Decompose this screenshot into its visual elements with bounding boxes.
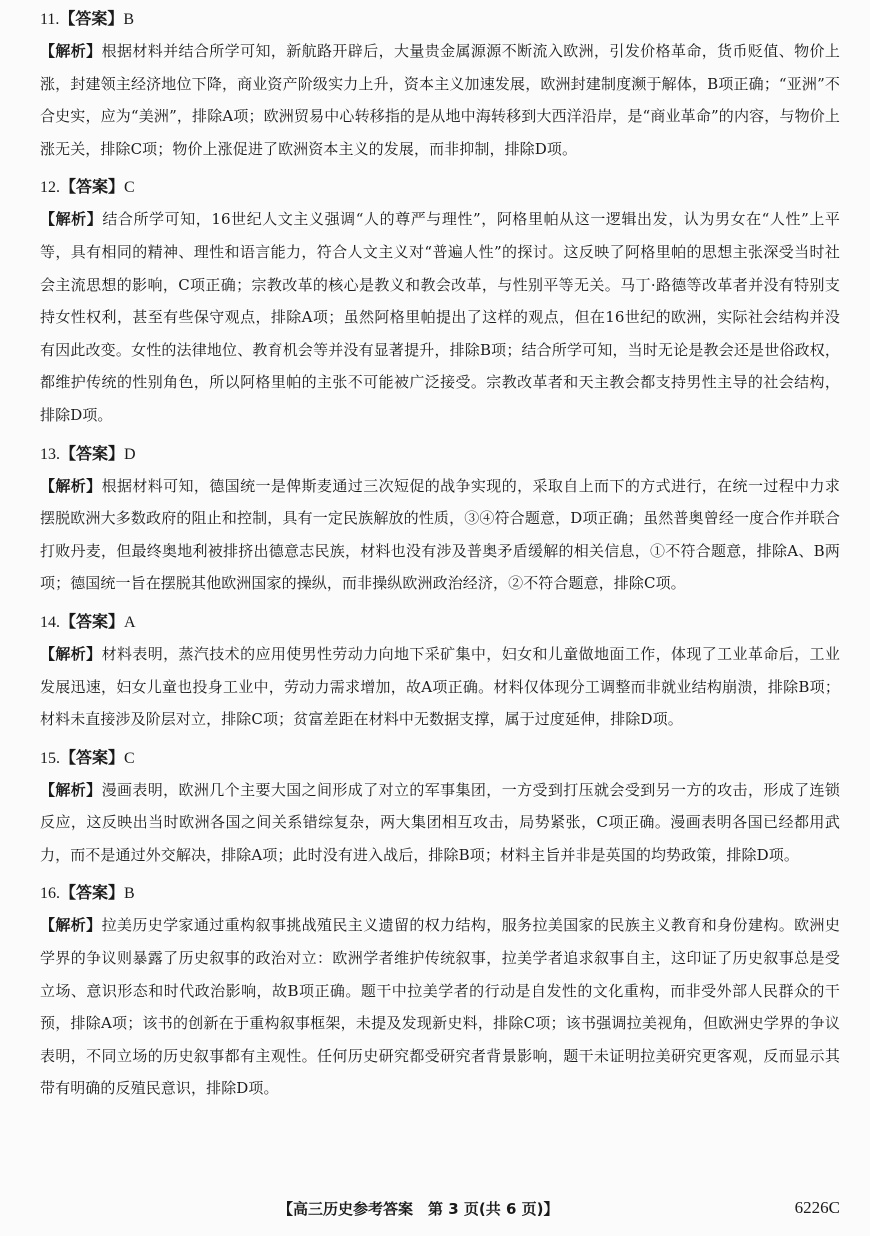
analysis-tag: 【解析】 (40, 210, 103, 229)
analysis-paragraph (40, 774, 840, 872)
question-item-11 (40, 8, 840, 165)
question-number: 13. (40, 445, 60, 463)
question-number: 12. (40, 179, 60, 197)
analysis-tag: 【解析】 (40, 780, 102, 799)
analysis-paragraph (40, 470, 840, 600)
analysis-text: 漫画表明，欧洲几个主要大国之间形成了对立的军事集团，一方受到打压就会受到另一方的攻击，形成了连锁反应，这反映出当时欧洲各国之间关系错综复杂，两大集团相互攻击，局势紧张，C项正确。漫画表明各国已经都用武力，而不是通过外交解决，排除A项；此时没有进入战后，排除B项；材料主旨并非是英国的均势政策，排除D项。 (40, 780, 840, 864)
footer-paper-code: 6226C (794, 1198, 840, 1217)
analysis-text: 根据材料可知，德国统一是俾斯麦通过三次短促的战争实现的，采取自上而下的方式进行，在统一过程中力求摆脱欧洲大多数政府的阻止和控制，具有一定民族解放的性质，③④符合题意，D项正确；虽然普奥曾经一度合作并联合打败丹麦，但最终奥地利被排挤出德意志民族，材料也没有涉及普奥矛盾缓解的相关信息，①不符合题意，排除A、B两项；德国统一旨在摆脱其他欧洲国家的操纵，而非操纵欧洲政治经济，②不符合题意，排除C项。 (40, 476, 840, 593)
answer-list (40, 8, 840, 1116)
analysis-text: 根据材料并结合所学可知，新航路开辟后，大量贵金属源源不断流入欧洲，引发价格革命，货币贬值、物价上涨，封建领主经济地位下降，商业资产阶级实力上升，资本主义加速发展，欧洲封建制度濒于解体，B项正确；“亚洲”不合史实，应为“美洲”，排除A项；欧洲贸易中心转移指的是从地中海转移到大西洋沿岸，是“商业革命”的内容，与物价上涨无关，排除C项；物价上涨促进了欧洲资本主义的发展，而非抑制，排除D项。 (40, 42, 840, 158)
answer-tag: 【答案】 (60, 883, 125, 903)
answer-line (40, 443, 840, 465)
analysis-tag: 【解析】 (40, 644, 102, 663)
answer-letter: B (124, 885, 135, 903)
answer-letter: B (123, 11, 135, 28)
question-number: 16. (40, 885, 60, 903)
analysis-paragraph (40, 203, 840, 431)
question-item-12 (40, 176, 840, 431)
answer-tag: 【答案】 (60, 443, 125, 463)
analysis-tag: 【解析】 (40, 42, 102, 60)
analysis-tag: 【解析】 (40, 476, 102, 495)
answer-letter: D (124, 445, 136, 463)
answer-line (40, 611, 840, 633)
page-footer (0, 1198, 870, 1222)
analysis-paragraph (40, 35, 840, 165)
answer-letter: C (124, 749, 135, 767)
answer-letter: C (124, 179, 135, 197)
analysis-tag: 【解析】 (40, 916, 102, 935)
answer-tag: 【答案】 (60, 611, 125, 631)
question-number: 11. (40, 11, 60, 28)
answer-letter: A (124, 613, 136, 631)
analysis-paragraph (40, 909, 840, 1105)
answer-tag: 【答案】 (59, 9, 124, 28)
answer-line (40, 8, 840, 30)
footer-page-info: 【高三历史参考答案 第 3 页(共 6 页)】 (278, 1200, 559, 1218)
question-number: 15. (40, 749, 60, 767)
question-item-13 (40, 443, 840, 600)
answer-tag: 【答案】 (60, 177, 125, 197)
answer-tag: 【答案】 (60, 747, 125, 767)
question-item-14 (40, 611, 840, 736)
question-item-16 (40, 882, 840, 1105)
question-item-15 (40, 747, 840, 872)
analysis-text: 拉美历史学家通过重构叙事挑战殖民主义遗留的权力结构，服务拉美国家的民族主义教育和身份建构。欧洲史学界的争议则暴露了历史叙事的政治对立：欧洲学者维护传统叙事，拉美学者追求叙事自主，这印证了历史叙事总是受立场、意识形态和时代政治影响，故B项正确。题干中拉美学者的行动是自发性的文化重构，而非受外部人民群众的干预，排除A项；该书的创新在于重构叙事框架，未提及发现新史料，排除C项；该书强调拉美视角，但欧洲史学界的争议表明，不同立场的历史叙事都有主观性。任何历史研究都受研究者背景影响，题干未证明拉美研究更客观，反而显示其带有明确的反殖民意识，排除D项。 (40, 916, 840, 1098)
question-number: 14. (40, 613, 60, 631)
analysis-paragraph (40, 638, 840, 736)
answer-line (40, 747, 840, 769)
answer-line (40, 176, 840, 198)
analysis-text: 材料表明，蒸汽技术的应用使男性劳动力向地下采矿集中，妇女和儿童做地面工作，体现了工业革命后，工业发展迅速，妇女儿童也投身工业中，劳动力需求增加，故A项正确。材料仅体现分工调整而非就业结构崩溃，排除B项；材料未直接涉及阶层对立，排除C项；贫富差距在材料中无数据支撑，属于过度延伸，排除D项。 (40, 644, 840, 729)
answer-line (40, 882, 840, 904)
analysis-text: 结合所学可知，16世纪人文主义强调“人的尊严与理性”，阿格里帕从这一逻辑出发，认为男女在“人性”上平等，具有相同的精神、理性和语言能力，符合人文主义对“普遍人性”的探讨。这反映了阿格里帕的思想主张深受当时社会主流思想的影响，C项正确；宗教改革的核心是教义和教会改革，与性别平等无关。马丁·路德等改革者并没有特别支持女性权利，甚至有些保守观点，排除A项；虽然阿格里帕提出了这样的观点，但在16世纪的欧洲，实际社会结构并没有因此改变。女性的法律地位、教育机会等并没有显著提升，排除B项；结合所学可知，当时无论是教会还是世俗政权，都维护传统的性别角色，所以阿格里帕的主张不可能被广泛接受。宗教改革者和天主教会都支持男性主导的社会结构，排除D项。 (40, 210, 840, 424)
